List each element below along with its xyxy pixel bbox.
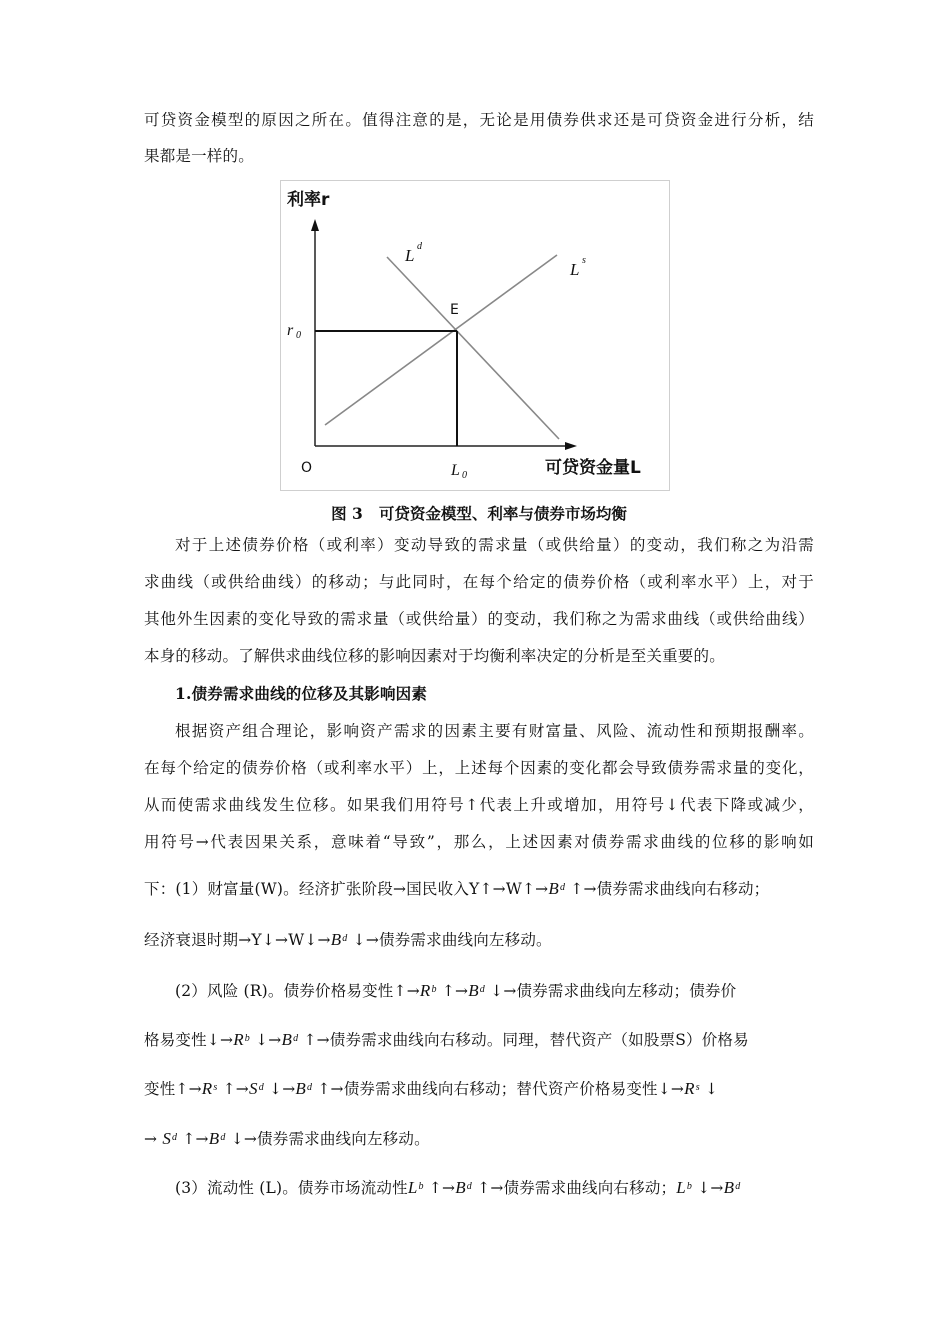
paragraph-line — [144, 1078, 814, 1099]
paragraph-line — [175, 1177, 845, 1198]
symbol-sub-b: b — [431, 984, 437, 995]
symbol-B: B — [281, 1030, 293, 1049]
l0-sub: 0 — [462, 470, 467, 481]
text-segment: (2）风险 (R)。债券价格易变性↑→ — [175, 982, 420, 1000]
symbol-sub-d: d — [342, 933, 348, 944]
paragraph-line — [144, 1029, 814, 1050]
symbol-B: B — [330, 930, 342, 949]
symbol-sub-d: d — [220, 1132, 226, 1143]
supply-sup: s — [582, 255, 586, 266]
text-segment: → — [144, 1130, 158, 1148]
r0-sub: 0 — [296, 330, 301, 341]
paragraph-line: 其他外生因素的变化导致的需求量（或供给量）的变动，我们称之为需求曲线（或供给曲线） — [144, 610, 814, 628]
origin-label: O — [301, 460, 313, 476]
symbol-S: S — [162, 1129, 172, 1148]
symbol-sub-d: d — [307, 1082, 313, 1093]
paragraph-line: 对于上述债券价格（或利率）变动导致的需求量（或供给量）的变动，我们称之为沿需 — [175, 536, 814, 554]
text-segment: 经济衰退时期→Y↓→W↓→ — [144, 931, 331, 949]
paragraph-line — [144, 1128, 814, 1149]
symbol-S: S — [248, 1079, 258, 1098]
symbol-sub-b: b — [244, 1033, 250, 1044]
text-segment: ↑→ — [182, 1130, 209, 1148]
paragraph-line: 从而使需求曲线发生位移。如果我们用符号↑代表上升或增加，用符号↓代表下降或减少， — [144, 796, 814, 814]
symbol-sub-s: s — [213, 1082, 218, 1093]
paragraph-line: 根据资产组合理论，影响资产需求的因素主要有财富量、风险、流动性和预期报酬率。 — [175, 722, 814, 740]
symbol-sub-b: b — [418, 1181, 424, 1192]
symbol-B: B — [295, 1079, 306, 1098]
symbol-sub-d: d — [559, 882, 566, 893]
paragraph-line — [144, 878, 814, 899]
text-segment: ↑→ — [441, 982, 469, 1000]
l0-label: L — [451, 462, 460, 479]
text-segment: ↑→债券需求曲线向右移动；替代资产价格易变性↓→ — [317, 1080, 685, 1098]
symbol-R: R — [233, 1030, 244, 1049]
symbol-sub-b: b — [686, 1181, 693, 1192]
text-segment: ↓ — [704, 1080, 719, 1098]
symbol-sub-d: d — [479, 984, 485, 995]
text-segment: ↑→ — [428, 1179, 456, 1197]
symbol-B: B — [455, 1178, 466, 1197]
paragraph-line: 可贷资金模型的原因之所在。值得注意的是，无论是用债券供求还是可贷资金进行分析，结 — [144, 111, 814, 129]
text-segment: ↑→债券需求曲线向右移动。同理，替代资产（如股票S）价格易 — [303, 1031, 749, 1049]
paragraph-line: 果都是一样的。 — [144, 147, 254, 165]
text-segment: ↑→债券需求曲线向右移动； — [570, 880, 770, 898]
symbol-B: B — [548, 879, 559, 898]
text-segment: (3）流动性 (L)。债券市场流动性 — [175, 1179, 408, 1197]
demand-curve — [387, 257, 559, 439]
symbol-L: L — [407, 1178, 418, 1197]
text-segment: ↓→债券需求曲线向左移动。 — [352, 931, 552, 949]
symbol-L: L — [676, 1178, 686, 1197]
text-segment: 变性↑→ — [144, 1080, 202, 1098]
symbol-R: R — [201, 1079, 213, 1098]
text-segment: ↑→债券需求曲线向右移动； — [477, 1179, 677, 1197]
symbol-sub-d: d — [172, 1132, 178, 1143]
r0-label: r — [287, 322, 294, 339]
symbol-sub-d: d — [258, 1082, 264, 1093]
x-axis-label: 可贷资金量L — [545, 458, 641, 478]
text-segment: 格易变性↓→ — [144, 1031, 234, 1049]
text-segment: ↓→ — [697, 1179, 724, 1197]
figure-caption: 图 3 可贷资金模型、利率与债券市场均衡 — [331, 504, 627, 523]
paragraph-line: 在每个给定的债券价格（或利率水平）上，上述每个因素的变化都会导致债券需求量的变化， — [144, 759, 814, 777]
paragraph-line: 本身的移动。了解供求曲线位移的影响因素对于均衡利率决定的分析是至关重要的。 — [144, 647, 725, 665]
paragraph-line — [144, 929, 814, 950]
symbol-R: R — [684, 1079, 695, 1098]
symbol-sub-s: s — [695, 1082, 700, 1093]
text-segment: ↓→ — [269, 1080, 296, 1098]
text-segment: ↑→ — [222, 1080, 249, 1098]
text-segment: ↓→ — [255, 1031, 282, 1049]
symbol-sub-d: d — [466, 1181, 472, 1192]
demand-label: L — [405, 246, 415, 265]
y-axis-label: 利率r — [287, 190, 330, 210]
equilibrium-label: E — [450, 302, 459, 318]
symbol-B: B — [208, 1129, 220, 1148]
symbol-B: B — [468, 981, 479, 1000]
paragraph-line: 求曲线（或供给曲线）的移动；与此同时，在每个给定的债券价格（或利率水平）上，对于 — [144, 573, 814, 591]
section-heading: 1.债券需求曲线的位移及其影响因素 — [175, 684, 428, 703]
loanable-funds-diagram — [281, 181, 671, 492]
y-axis-arrow — [311, 219, 319, 231]
supply-label: L — [570, 260, 580, 279]
demand-sup: d — [417, 241, 422, 252]
text-segment: ↓→债券需求曲线向左移动；债券价 — [490, 982, 737, 1000]
symbol-sub-d: d — [293, 1033, 299, 1044]
text-segment: ↓→债券需求曲线向左移动。 — [230, 1130, 430, 1148]
x-axis-arrow — [565, 442, 577, 450]
symbol-R: R — [419, 981, 431, 1000]
paragraph-line: 用符号→代表因果关系，意味着“导致”，那么，上述因素对债券需求曲线的位移的影响如 — [144, 833, 814, 851]
figure-loanable-funds — [280, 180, 670, 491]
symbol-sub-d: d — [735, 1181, 741, 1192]
text-segment: 下：(1）财富量(W)。经济扩张阶段→国民收入Y↑→W↑→ — [144, 880, 549, 898]
symbol-B: B — [723, 1178, 735, 1197]
paragraph-line — [175, 980, 845, 1001]
